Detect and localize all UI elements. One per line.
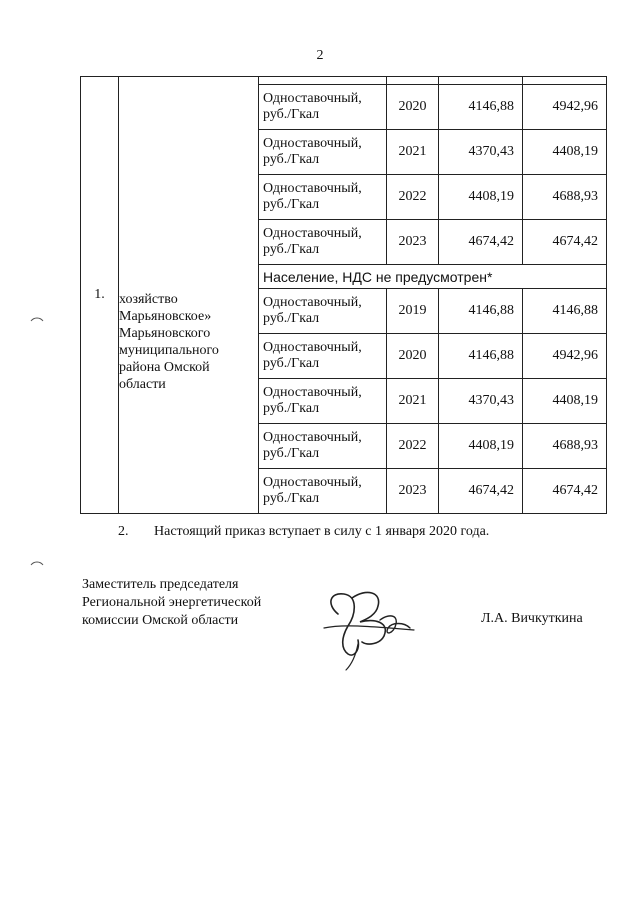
signatory-title-line: Заместитель председателя	[82, 577, 239, 592]
value2-cell: 4674,42	[523, 220, 607, 265]
year-cell: 2020	[387, 85, 439, 130]
year-cell: 2021	[387, 130, 439, 175]
value2-cell: 4674,42	[523, 469, 607, 514]
rate-cell: Одноставочный, руб./Гкал	[259, 469, 387, 514]
value1-cell: 4146,88	[439, 85, 523, 130]
rate-cell: Одноставочный, руб./Гкал	[259, 334, 387, 379]
organization-cell	[119, 77, 259, 514]
paragraph-number: 2.	[118, 524, 129, 539]
value2-cell: 4408,19	[523, 379, 607, 424]
value1-cell: 4674,42	[439, 220, 523, 265]
value2-cell: 4942,96	[523, 334, 607, 379]
value1-cell: 4408,19	[439, 424, 523, 469]
value2-cell: 4688,93	[523, 175, 607, 220]
value1-cell: 4674,42	[439, 469, 523, 514]
value2-cell: 4408,19	[523, 130, 607, 175]
rate-cell: Одноставочный, руб./Гкал	[259, 424, 387, 469]
value2-cell: 4146,88	[523, 289, 607, 334]
year-cell: 2021	[387, 379, 439, 424]
punch-mark-icon	[30, 316, 44, 322]
value2-cell: 4942,96	[523, 85, 607, 130]
value1-cell: 4370,43	[439, 130, 523, 175]
value1-cell: 4370,43	[439, 379, 523, 424]
page-number: 2	[316, 48, 324, 63]
punch-mark-icon	[30, 560, 44, 566]
row-number-cell	[81, 77, 119, 514]
signatory-name: Л.А. Вичкуткина	[481, 611, 583, 626]
value2-cell: 4688,93	[523, 424, 607, 469]
year-cell: 2020	[387, 334, 439, 379]
value1-cell: 4146,88	[439, 289, 523, 334]
organization-name: хозяйство Марьяновское» Марьяновского муниципального района Омской области	[119, 292, 219, 392]
signatory-title-line: Региональной энергетической	[82, 595, 262, 610]
year-cell: 2022	[387, 424, 439, 469]
value1-cell: 4408,19	[439, 175, 523, 220]
tariff-table	[80, 76, 607, 514]
rate-cell: Одноставочный, руб./Гкал	[259, 289, 387, 334]
year-cell: 2023	[387, 469, 439, 514]
table-row-continuation	[81, 77, 607, 85]
rate-cell: Одноставочный, руб./Гкал	[259, 220, 387, 265]
signatory-title-line: комиссии Омской области	[82, 613, 239, 628]
row-number: 1.	[94, 287, 105, 302]
rate-cell: Одноставочный, руб./Гкал	[259, 130, 387, 175]
rate-cell: Одноставочный, руб./Гкал	[259, 379, 387, 424]
year-cell: 2023	[387, 220, 439, 265]
handwritten-signature	[318, 584, 428, 674]
paragraph-2	[118, 524, 489, 540]
year-cell: 2022	[387, 175, 439, 220]
signatory-title	[82, 576, 261, 630]
section-label: Население, НДС не предусмотрен*	[259, 265, 607, 289]
rate-cell: Одноставочный, руб./Гкал	[259, 175, 387, 220]
value1-cell: 4146,88	[439, 334, 523, 379]
year-cell: 2019	[387, 289, 439, 334]
paragraph-text: Настоящий приказ вступает в силу с 1 января 2020 года.	[154, 524, 490, 539]
rate-cell: Одноставочный, руб./Гкал	[259, 85, 387, 130]
